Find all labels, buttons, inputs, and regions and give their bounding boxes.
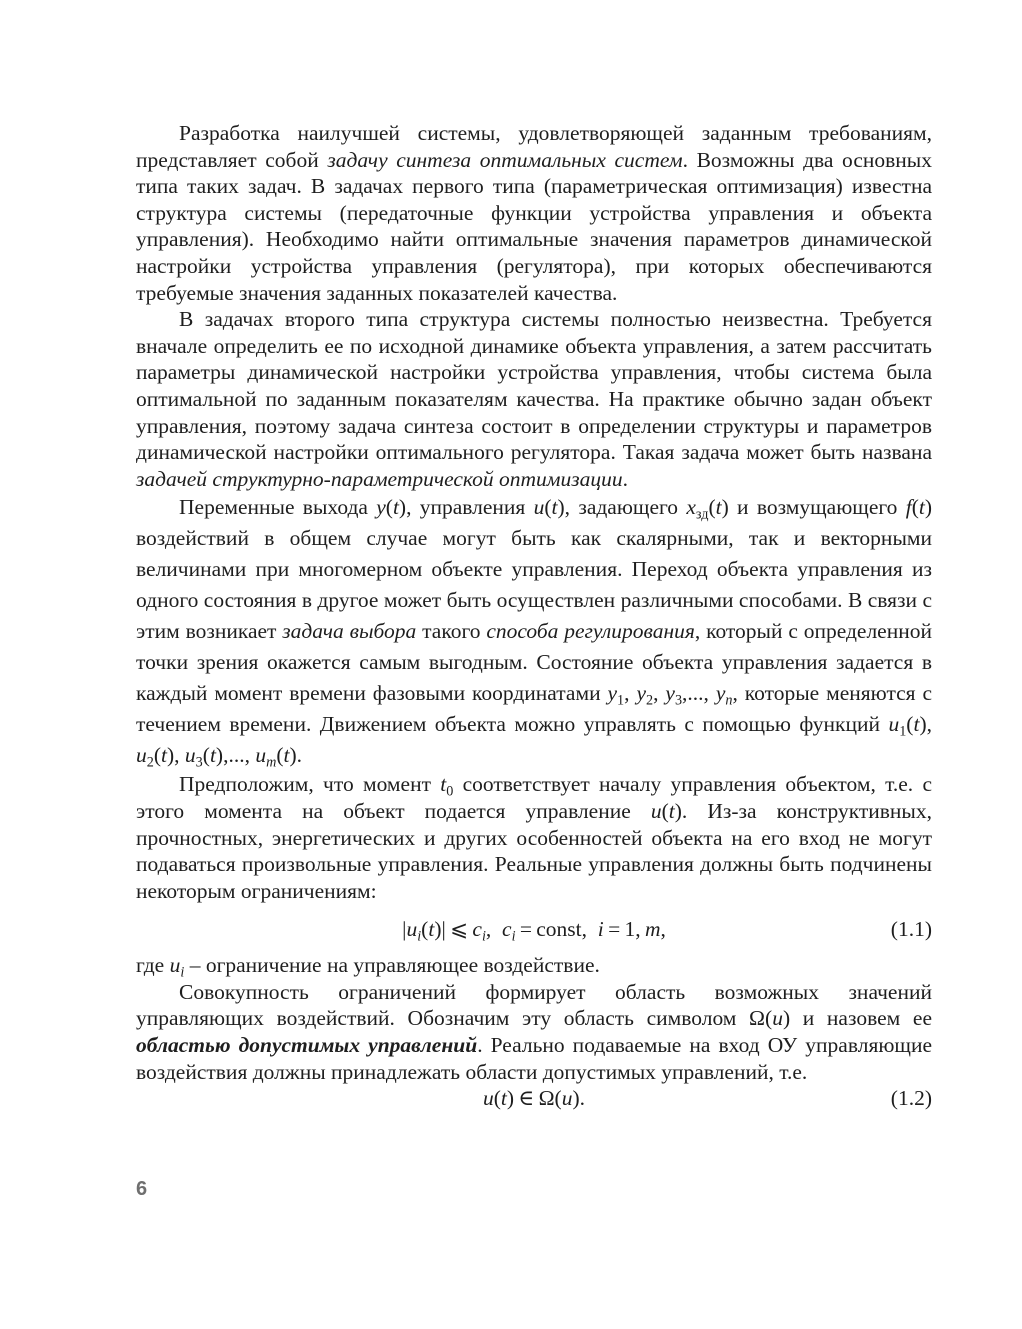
italic-term: t <box>161 743 167 768</box>
paragraph-4 <box>136 771 932 904</box>
text-run: ), <box>167 743 185 768</box>
bold-italic-term: областью допустимых управлений <box>136 1033 478 1058</box>
italic-term: t <box>392 495 399 520</box>
subscript: 1 <box>617 692 625 709</box>
text-run: ( <box>911 495 919 520</box>
text-run: ), управления <box>398 495 534 520</box>
formula-1-1-var: t <box>428 917 435 942</box>
text-run: . Реально подаваемые на вход ОУ управляющие воздействия должны принадлежать области допустимых управлений, т.е. <box>136 1033 933 1084</box>
text-run: Совокупность ограничений формирует область возможных значений управляющих воздействий. Обозначим эту область символом Ω( <box>136 979 932 1031</box>
formula-1-1-var: i <box>597 917 604 942</box>
italic-term: способа регулирования <box>486 619 695 644</box>
text-run: ,..., <box>682 681 716 706</box>
paragraph-1 <box>136 120 932 306</box>
italic-term: u <box>184 743 196 768</box>
formula-1-1-part: = 1, <box>603 917 645 942</box>
italic-term: u <box>650 798 662 823</box>
italic-term: y <box>665 681 675 706</box>
formula-1-1-part: )| ⩽ <box>434 917 473 942</box>
subscript: 0 <box>446 783 454 800</box>
text-run: ( <box>202 743 210 768</box>
text-run: ( <box>153 743 162 768</box>
formula-1-2 <box>136 1085 932 1115</box>
italic-term: t <box>440 772 447 797</box>
italic-term: y <box>607 681 618 706</box>
subscript: n <box>725 692 733 709</box>
text-run: . <box>622 466 629 491</box>
text-run: ( <box>906 712 914 737</box>
italic-term: t <box>668 798 675 823</box>
formula-1-1 <box>136 910 932 950</box>
text-run: ). <box>289 743 303 768</box>
paragraph-3 <box>136 492 932 771</box>
text-column <box>136 120 932 1115</box>
text-run: – ограничение на управляющее воздействие. <box>184 953 600 978</box>
formula-1-2-var: u <box>561 1086 573 1111</box>
subscript: i <box>180 964 185 981</box>
italic-term: задачу синтеза оптимальных систем <box>327 147 683 172</box>
text-run: ), <box>919 712 932 737</box>
formula-1-2-part: ). <box>572 1086 586 1111</box>
text-run: В задачах второго типа структура системы полностью неизвестна. Требуется вначале определить ее по исходной динамике объекта управления, а затем рассчитать параметры динамической настройки устройства управления, чтобы система была оптимальной по заданным показателям качества. На практике обычно задан объект управления, поэтому задача синтеза состоит в определении структуры и параметров динамической настройки оптимального регулятора. Такая задача может быть названа <box>136 307 932 465</box>
italic-term: y <box>376 495 386 520</box>
formula-1-2-number: (1.2) <box>890 1086 932 1111</box>
formula-1-2-var: t <box>500 1086 507 1111</box>
italic-term: t <box>283 743 290 768</box>
text-run: ) и возмущающего <box>721 495 906 520</box>
text-run: ) воздействий в общем случае могут быть как скалярными, так и векторными величинами при многомерном объекте управления. Переход объекта управления из одного состояния в другое может быть осуществлен различными способами. В связи с этим возникает <box>136 495 933 644</box>
formula-1-1-part: | <box>402 917 407 942</box>
text-run: где <box>136 953 170 978</box>
italic-term: x <box>686 495 696 520</box>
text-run: ( <box>544 495 552 520</box>
formula-1-1-part: , <box>660 917 666 942</box>
subscript: 3 <box>674 692 683 709</box>
italic-term: u <box>888 712 900 737</box>
paragraph-2 <box>136 306 932 492</box>
italic-term: u <box>169 953 181 978</box>
text-run: ), задающего <box>557 495 687 520</box>
subscript: m <box>266 754 277 771</box>
formula-1-1-part: , <box>485 917 503 942</box>
text-run: , которые меняются с течением времени. Движением объекта можно управлять с помощью функций <box>136 681 933 737</box>
formula-1-1-var: u <box>406 917 418 942</box>
subscript: 1 <box>899 723 907 740</box>
formula-1-1-part: = const, <box>515 917 598 942</box>
text-run: Разработка наилучшей системы, удовлетворяющей заданным требованиям, представляет собой <box>136 121 932 172</box>
formula-1-2-expression <box>136 1085 932 1112</box>
formula-1-2-var: u <box>482 1086 494 1111</box>
formula-1-1-expression <box>136 916 932 943</box>
italic-term: t <box>209 743 216 768</box>
text-run: ( <box>661 798 669 823</box>
italic-term: t <box>913 712 920 737</box>
text-run: Предположим, что момент <box>179 772 441 797</box>
italic-term: t <box>918 495 925 520</box>
text-run: ( <box>276 743 284 768</box>
italic-term: задачей структурно-параметрической оптимизации <box>136 466 623 491</box>
text-run: ( <box>385 495 393 520</box>
formula-1-1-sub: i <box>417 928 422 945</box>
formula-1-1-var: c <box>472 917 482 942</box>
paragraph-6 <box>136 979 932 1085</box>
subscript: 2 <box>146 754 154 771</box>
text-run: , <box>624 681 637 706</box>
italic-term: u <box>772 1006 783 1031</box>
text-run: ) и назовем ее <box>782 1006 932 1031</box>
italic-term: f <box>905 495 912 520</box>
formula-1-1-sub: i <box>511 928 516 945</box>
formula-1-2-part: ) ∈ Ω( <box>506 1086 562 1111</box>
italic-term: t <box>551 495 558 520</box>
formula-1-1-sub: i <box>481 928 486 945</box>
formula-1-1-number: (1.1) <box>890 917 932 942</box>
italic-term: u <box>136 743 147 768</box>
text-run: ). Из-за конструктивных, прочностных, энергетических и других особенностей объекта на его вход не могут подаваться произвольные управления. Реальные управления должны быть подчинены некоторым ограничениям: <box>136 798 932 903</box>
paragraph-5 <box>136 952 932 979</box>
italic-term: задача выбора <box>282 619 417 644</box>
subscript: зд <box>695 506 709 523</box>
italic-term: y <box>636 681 646 706</box>
page-number: 6 <box>136 1178 148 1200</box>
text-run: такого <box>416 619 487 644</box>
formula-1-2-part: ( <box>493 1086 501 1111</box>
formula-1-1-var: c <box>502 917 512 942</box>
italic-term: u <box>255 743 267 768</box>
text-run: ),..., <box>215 743 256 768</box>
text-run: . Возможны два основных типа таких задач. В задачах первого типа (параметрическая оптимизация) известна структура системы (передаточные функции устройства управления и объекта управления). Необходимо найти оптимальные значения параметров динамической настройки устройства управления (регулятора), при которых обеспечиваются требуемые значения заданных показателей качества. <box>136 147 932 305</box>
text-run: ( <box>708 495 716 520</box>
formula-1-1-var: m <box>644 917 661 942</box>
text-run: Переменные выхода <box>179 495 377 520</box>
text-run: , <box>653 681 666 706</box>
italic-term: t <box>715 495 722 520</box>
formula-1-1-part: ( <box>421 917 429 942</box>
text-run: , который с определенной точки зрения окажется самым выгодным. Состояние объекта управления задается в каждый момент времени фазовыми координатами <box>136 619 932 706</box>
italic-term: u <box>533 495 545 520</box>
subscript: 3 <box>195 754 203 771</box>
italic-term: y <box>715 681 726 706</box>
subscript: 2 <box>646 692 654 709</box>
text-run: соответствует началу управления объектом, т.е. с этого момента на объект подается управление <box>136 772 933 823</box>
